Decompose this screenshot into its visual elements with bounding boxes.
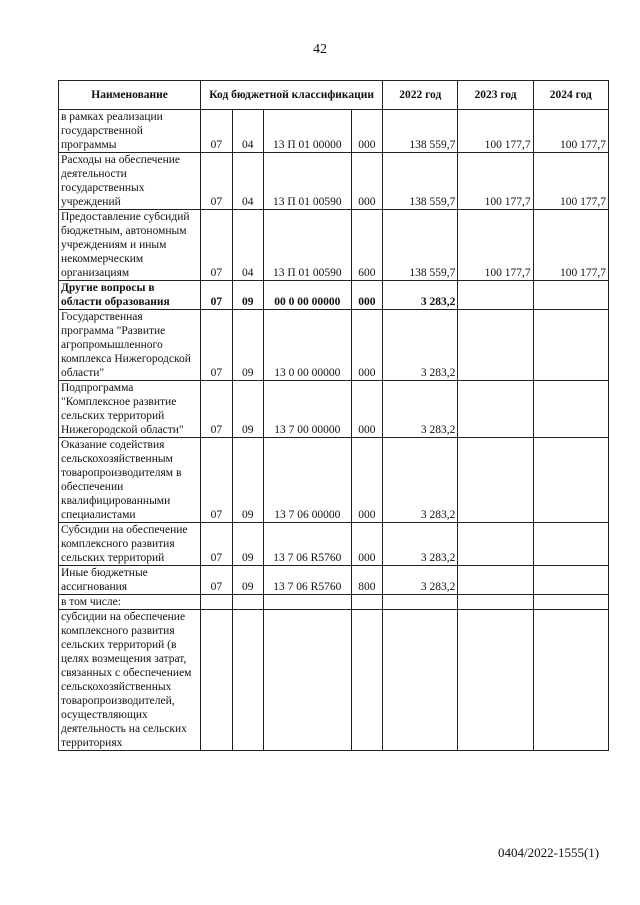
row-2023: 100 177,7 bbox=[458, 153, 533, 210]
row-csr: 13 7 06 00000 bbox=[263, 438, 351, 523]
row-vr: 600 bbox=[351, 210, 382, 281]
table-row bbox=[59, 566, 609, 595]
row-podrazdel bbox=[232, 610, 263, 751]
row-csr: 13 7 06 R5760 bbox=[263, 566, 351, 595]
row-2023 bbox=[458, 281, 533, 310]
table-row bbox=[59, 381, 609, 438]
row-name: Другие вопросы в области образования bbox=[59, 281, 201, 310]
row-name: Расходы на обеспечение деятельности государственных учреждений bbox=[59, 153, 201, 210]
row-razdel: 07 bbox=[201, 438, 232, 523]
row-podrazdel: 09 bbox=[232, 310, 263, 381]
row-2023: 100 177,7 bbox=[458, 210, 533, 281]
row-2022: 138 559,7 bbox=[383, 210, 458, 281]
row-2023 bbox=[458, 381, 533, 438]
row-vr: 000 bbox=[351, 153, 382, 210]
row-podrazdel: 09 bbox=[232, 523, 263, 566]
row-csr: 13 П 01 00590 bbox=[263, 210, 351, 281]
row-csr: 13 0 00 00000 bbox=[263, 310, 351, 381]
row-2023: 100 177,7 bbox=[458, 110, 533, 153]
row-csr: 13 П 01 00590 bbox=[263, 153, 351, 210]
row-2022: 138 559,7 bbox=[383, 153, 458, 210]
row-name: Предоставление субсидий бюджетным, автономным учреждениям и иным некоммерческим организациям bbox=[59, 210, 201, 281]
row-podrazdel: 04 bbox=[232, 110, 263, 153]
table-row bbox=[59, 595, 609, 610]
table-row bbox=[59, 523, 609, 566]
row-podrazdel: 09 bbox=[232, 566, 263, 595]
header-code: Код бюджетной классификации bbox=[201, 81, 383, 110]
document-code: 0404/2022-1555(1) bbox=[498, 845, 600, 860]
row-vr: 000 bbox=[351, 310, 382, 381]
row-2024 bbox=[533, 566, 608, 595]
row-podrazdel: 09 bbox=[232, 381, 263, 438]
row-vr bbox=[351, 610, 382, 751]
row-2023 bbox=[458, 438, 533, 523]
header-row bbox=[59, 81, 609, 110]
table-row bbox=[59, 610, 609, 751]
row-razdel: 07 bbox=[201, 110, 232, 153]
row-razdel bbox=[201, 610, 232, 751]
row-2023 bbox=[458, 523, 533, 566]
row-csr: 13 П 01 00000 bbox=[263, 110, 351, 153]
row-name: Подпрограмма "Комплексное развитие сельских территорий Нижегородской области" bbox=[59, 381, 201, 438]
row-2024: 100 177,7 bbox=[533, 153, 608, 210]
row-name: в рамках реализации государственной программы bbox=[59, 110, 201, 153]
row-2022: 3 283,2 bbox=[383, 281, 458, 310]
row-csr: 00 0 00 00000 bbox=[263, 281, 351, 310]
table-row bbox=[59, 438, 609, 523]
row-podrazdel bbox=[232, 595, 263, 610]
row-2022: 3 283,2 bbox=[383, 523, 458, 566]
row-2022: 3 283,2 bbox=[383, 566, 458, 595]
row-2024 bbox=[533, 381, 608, 438]
row-vr: 000 bbox=[351, 110, 382, 153]
header-2024: 2024 год bbox=[533, 81, 608, 110]
header-2023: 2023 год bbox=[458, 81, 533, 110]
row-vr: 000 bbox=[351, 281, 382, 310]
row-podrazdel: 09 bbox=[232, 438, 263, 523]
row-2023 bbox=[458, 595, 533, 610]
row-podrazdel: 09 bbox=[232, 281, 263, 310]
row-2022 bbox=[383, 610, 458, 751]
row-2024 bbox=[533, 610, 608, 751]
row-2022: 3 283,2 bbox=[383, 310, 458, 381]
row-csr: 13 7 00 00000 bbox=[263, 381, 351, 438]
row-razdel: 07 bbox=[201, 523, 232, 566]
row-2024 bbox=[533, 523, 608, 566]
row-2024: 100 177,7 bbox=[533, 210, 608, 281]
table-row bbox=[59, 153, 609, 210]
row-razdel: 07 bbox=[201, 281, 232, 310]
row-name: Оказание содействия сельскохозяйственным товаропроизводителям в обеспечении квалифицированными специалистами bbox=[59, 438, 201, 523]
row-razdel: 07 bbox=[201, 310, 232, 381]
row-2023 bbox=[458, 566, 533, 595]
row-2022: 3 283,2 bbox=[383, 438, 458, 523]
header-2022: 2022 год bbox=[383, 81, 458, 110]
row-razdel bbox=[201, 595, 232, 610]
row-name: субсидии на обеспечение комплексного развития сельских территорий (в целях возмещения затрат, связанных с обеспечением сельскохозяйственных товаропроизводителей, осуществляющих деятельность на сельских территориях bbox=[59, 610, 201, 751]
row-name: Субсидии на обеспечение комплексного развития сельских территорий bbox=[59, 523, 201, 566]
row-2022 bbox=[383, 595, 458, 610]
row-name: Иные бюджетные ассигнования bbox=[59, 566, 201, 595]
row-2023 bbox=[458, 610, 533, 751]
row-2024 bbox=[533, 281, 608, 310]
row-name: в том числе: bbox=[59, 595, 201, 610]
table-row bbox=[59, 110, 609, 153]
row-vr: 000 bbox=[351, 438, 382, 523]
row-razdel: 07 bbox=[201, 381, 232, 438]
row-podrazdel: 04 bbox=[232, 210, 263, 281]
row-csr bbox=[263, 595, 351, 610]
row-vr: 000 bbox=[351, 523, 382, 566]
page-number: 42 bbox=[313, 42, 327, 57]
table-row bbox=[59, 281, 609, 310]
row-2023 bbox=[458, 310, 533, 381]
row-podrazdel: 04 bbox=[232, 153, 263, 210]
row-csr bbox=[263, 610, 351, 751]
row-vr: 000 bbox=[351, 381, 382, 438]
header-name: Наименование bbox=[59, 81, 201, 110]
row-razdel: 07 bbox=[201, 566, 232, 595]
row-vr: 800 bbox=[351, 566, 382, 595]
row-2024 bbox=[533, 438, 608, 523]
row-csr: 13 7 06 R5760 bbox=[263, 523, 351, 566]
row-razdel: 07 bbox=[201, 153, 232, 210]
table-row bbox=[59, 210, 609, 281]
row-2024 bbox=[533, 310, 608, 381]
table-row bbox=[59, 310, 609, 381]
row-2024: 100 177,7 bbox=[533, 110, 608, 153]
row-2022: 3 283,2 bbox=[383, 381, 458, 438]
row-name: Государственная программа "Развитие агропромышленного комплекса Нижегородской области" bbox=[59, 310, 201, 381]
row-vr bbox=[351, 595, 382, 610]
row-2022: 138 559,7 bbox=[383, 110, 458, 153]
budget-table bbox=[58, 80, 609, 751]
row-2024 bbox=[533, 595, 608, 610]
row-razdel: 07 bbox=[201, 210, 232, 281]
